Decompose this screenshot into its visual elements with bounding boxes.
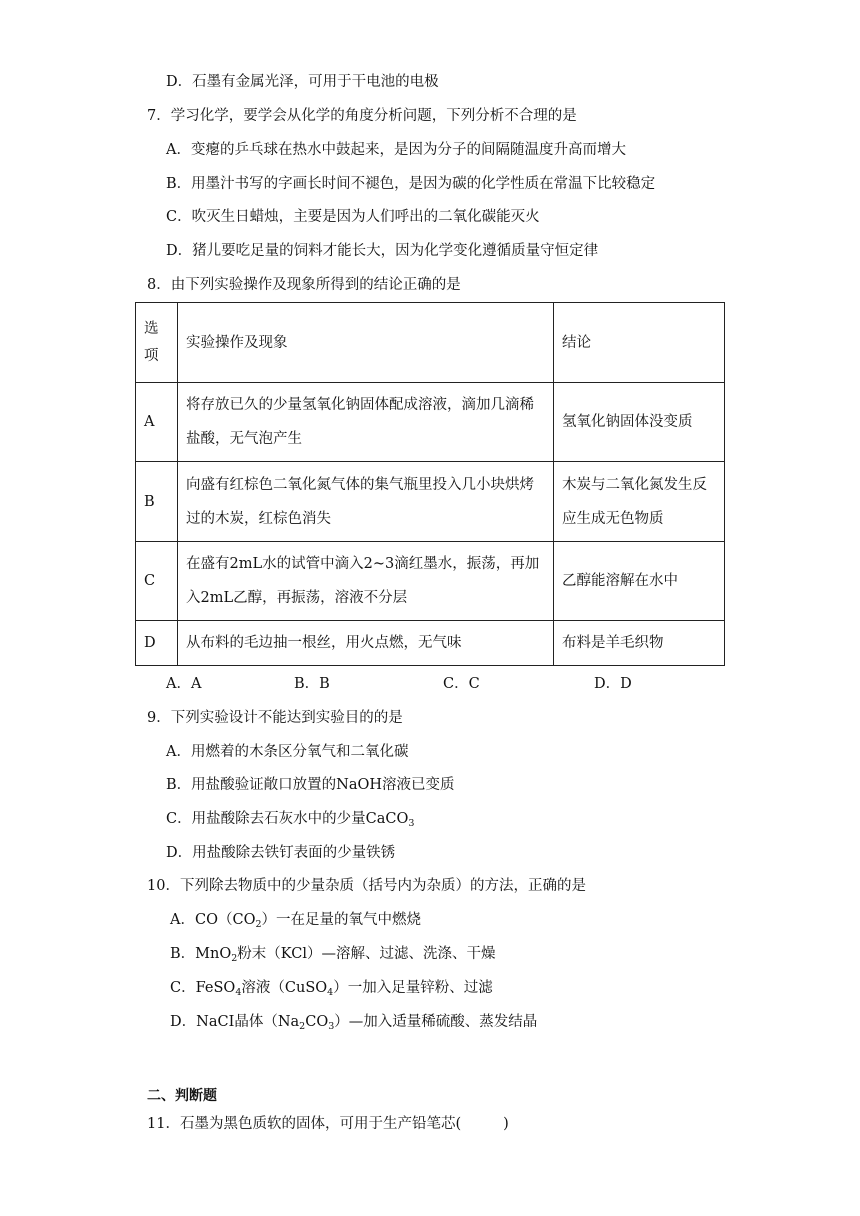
section-heading: 二、判断题 [147, 1088, 217, 1104]
q11-close-paren: ) [503, 1116, 509, 1132]
table-row [136, 462, 725, 542]
row-conclusion: 氢氧化钠固体没变质 [554, 383, 725, 462]
row-conclusion: 木炭与二氧化氮发生反应生成无色物质 [554, 462, 725, 542]
table-row [136, 383, 725, 462]
row-option: B [136, 462, 178, 542]
q11-stem-text: 11．石墨为黑色质软的固体，可用于生产铅笔芯( [147, 1116, 462, 1132]
q10-option-b: B．MnO$_2$粉末（KCl）—溶解、过滤、洗涤、干燥 [170, 946, 496, 964]
q9-stem: 9．下列实验设计不能达到实验目的的是 [147, 710, 403, 726]
q10-option-a: A．$CO(CO_2)$一在足量的氧气中燃烧 [170, 912, 422, 930]
q7-stem: 7．学习化学，要学会从化学的角度分析问题，下列分析不合理的是 [147, 108, 577, 124]
row-operation: 从布料的毛边抽一根丝，用火点燃，无气味 [178, 621, 554, 666]
q9-option-c: C．用盐酸除去石灰水中的少量CaCO$_3$ [166, 811, 415, 829]
q8-experiment-table [135, 302, 725, 666]
row-operation: 向盛有红棕色二氧化氮气体的集气瓶里投入几小块烘烤过的木炭，红棕色消失 [178, 462, 554, 542]
header-conclusion: 结论 [554, 303, 725, 383]
row-operation: 将存放已久的少量氢氧化钠固体配成溶液，滴加几滴稀盐酸，无气泡产生 [178, 383, 554, 462]
header-option: 选项 [136, 303, 178, 383]
q8-answer-b: B．B [294, 676, 330, 692]
q7-option-d: D．猪儿要吃足量的饲料才能长大，因为化学变化遵循质量守恒定律 [166, 243, 599, 259]
table-row [136, 621, 725, 666]
row-conclusion: 布料是羊毛织物 [554, 621, 725, 666]
row-operation: 在盛有2mL水的试管中滴入2~3滴红墨水，振荡，再加入2mL乙醇，再振荡，溶液不分层 [178, 542, 554, 621]
row-option: A [136, 383, 178, 462]
table-header-row [136, 303, 725, 383]
q7-option-b: B．用墨汁书写的字画长时间不褪色，是因为碳的化学性质在常温下比较稳定 [166, 176, 656, 192]
q10-option-c: C．FeSO$_4$溶液（CuSO$_4$）一加入足量锌粉、过滤 [170, 980, 493, 998]
q10-stem: 10．下列除去物质中的少量杂质（括号内为杂质）的方法，正确的是 [147, 878, 586, 894]
q7-option-a: A．变瘪的乒乓球在热水中鼓起来，是因为分子的间隔随温度升高而增大 [166, 142, 626, 158]
q9-option-a: A．用燃着的木条区分氧气和二氧化碳 [166, 744, 409, 760]
q8-answer-c: C．C [443, 676, 480, 692]
row-option: C [136, 542, 178, 621]
q8-answer-a: A．A [166, 676, 202, 692]
q8-stem: 8．由下列实验操作及现象所得到的结论正确的是 [147, 277, 461, 293]
header-operation: 实验操作及现象 [178, 303, 554, 383]
q11-stem [147, 1114, 509, 1134]
q7-option-c: C．吹灭生日蜡烛，主要是因为人们呼出的二氧化碳能灭火 [166, 209, 540, 225]
table-row [136, 542, 725, 621]
row-conclusion: 乙醇能溶解在水中 [554, 542, 725, 621]
q6-option-d: D．石墨有金属光泽，可用于干电池的电极 [166, 74, 439, 90]
q10-option-d: D．NaCI晶体$(Na_2CO_3)—$加入适量稀硫酸、蒸发结晶 [170, 1014, 538, 1032]
q8-answer-d: D．D [594, 676, 632, 692]
row-option: D [136, 621, 178, 666]
q9-option-d: D．用盐酸除去铁钉表面的少量铁锈 [166, 845, 396, 861]
q9-option-b: B．用盐酸验证敞口放置的NaOH溶液已变质 [166, 777, 455, 793]
